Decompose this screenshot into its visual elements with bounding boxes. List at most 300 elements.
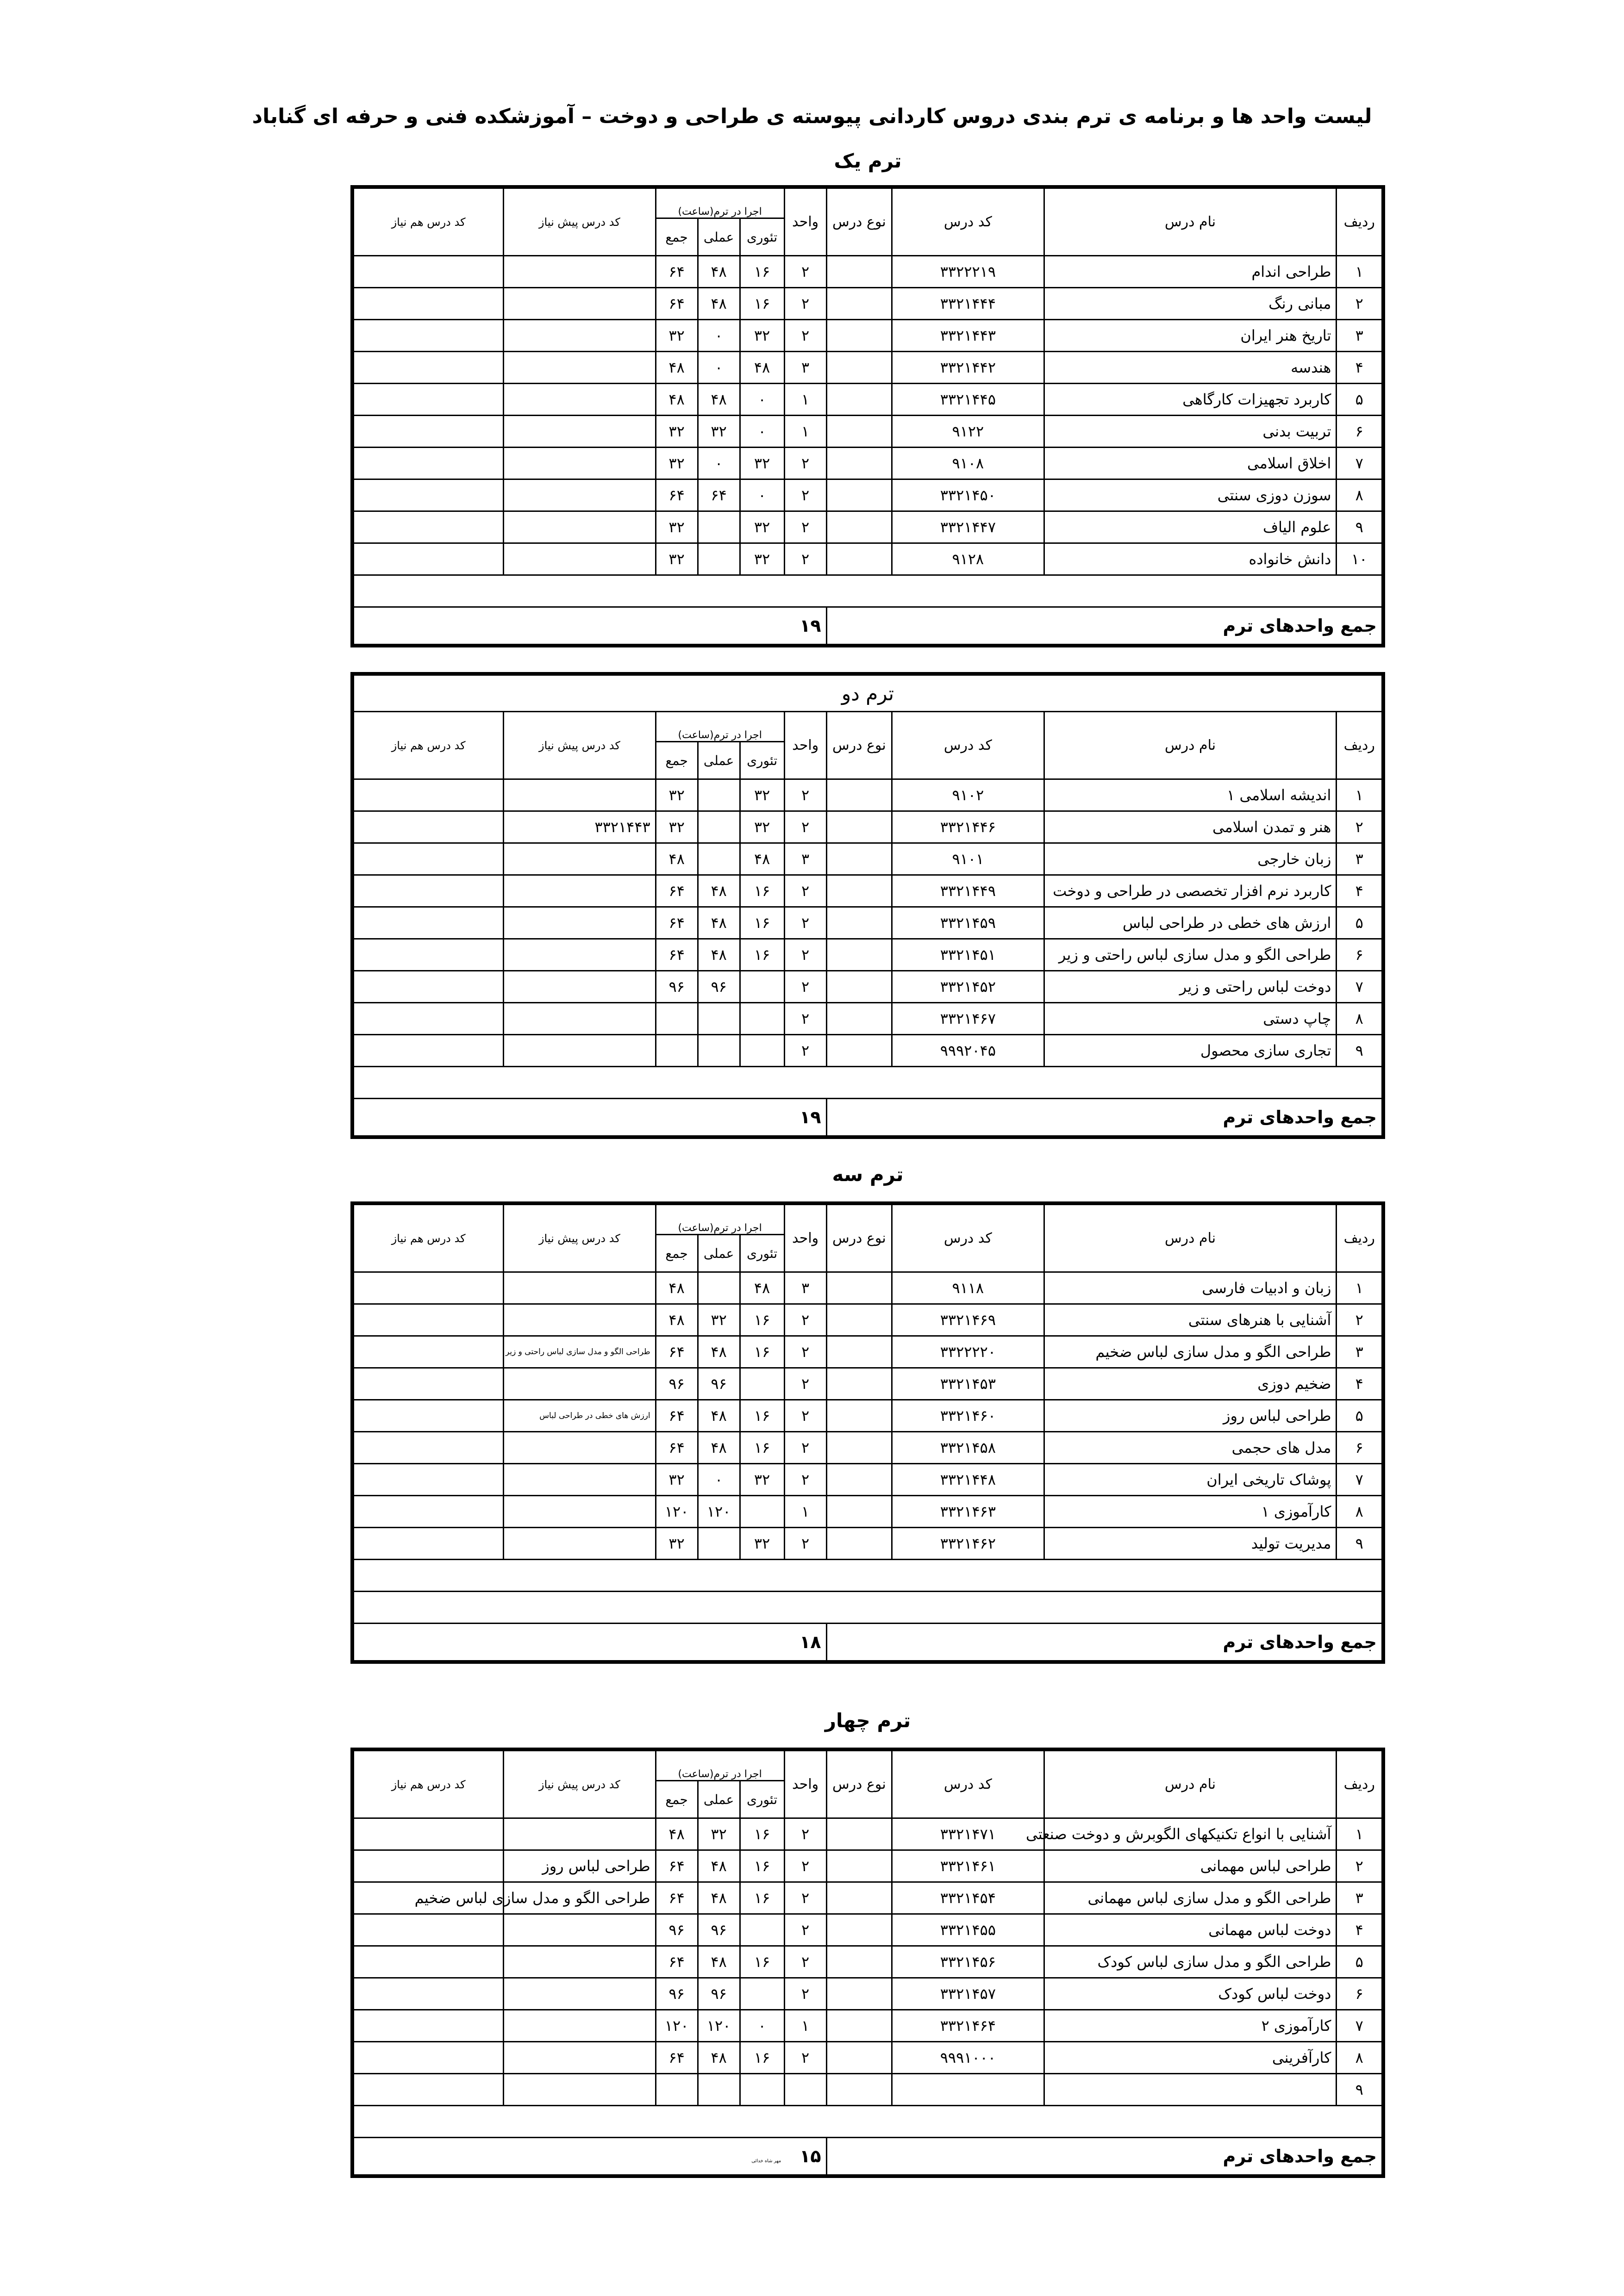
cell-total bbox=[656, 1003, 698, 1035]
cell-total: ۶۴ bbox=[656, 256, 698, 288]
cell-units: ۲ bbox=[784, 1003, 826, 1035]
cell-practical: ۴۸ bbox=[698, 288, 740, 320]
header-corequisite: کد درس هم نیاز bbox=[352, 1203, 504, 1272]
blank-row bbox=[352, 1067, 1383, 1099]
cell-course-code: ۳۳۲۱۴۴۵ bbox=[892, 384, 1044, 416]
cell-course-code: ۳۳۲۱۴۶۳ bbox=[892, 1496, 1044, 1528]
header-course-code: کد درس bbox=[892, 1203, 1044, 1272]
cell-prerequisite: ۳۳۲۱۴۴۳ bbox=[504, 811, 656, 843]
cell-units: ۳ bbox=[784, 352, 826, 384]
sum-value: ۱۹ bbox=[800, 1107, 821, 1127]
cell-course-name: آشنایی با هنرهای سنتی bbox=[1044, 1304, 1337, 1336]
cell-course-name: طراحی لباس روز bbox=[1044, 1400, 1337, 1432]
cell-row-no: ۷ bbox=[1337, 448, 1383, 479]
cell-course-type bbox=[826, 1850, 892, 1882]
header-units: واحد bbox=[784, 187, 826, 256]
cell-corequisite bbox=[352, 2074, 504, 2106]
cell-practical: ۴۸ bbox=[698, 907, 740, 939]
cell-course-name: دوخت لباس کودک bbox=[1044, 1978, 1337, 2010]
table-row bbox=[352, 479, 1383, 511]
cell-total: ۹۶ bbox=[656, 1368, 698, 1400]
cell-corequisite bbox=[352, 1336, 504, 1368]
cell-course-code: ۳۳۲۱۴۵۲ bbox=[892, 971, 1044, 1003]
header-theory: تئوری bbox=[740, 742, 784, 779]
cell-units: ۲ bbox=[784, 779, 826, 811]
header-units: واحد bbox=[784, 1203, 826, 1272]
cell-course-code: ۳۳۲۱۴۵۹ bbox=[892, 907, 1044, 939]
cell-course-code: ۹۱۰۸ bbox=[892, 448, 1044, 479]
cell-row-no: ۸ bbox=[1337, 479, 1383, 511]
cell-corequisite bbox=[352, 875, 504, 907]
cell-units: ۲ bbox=[784, 1432, 826, 1464]
cell-total: ۹۶ bbox=[656, 971, 698, 1003]
header-corequisite: کد درس هم نیاز bbox=[352, 187, 504, 256]
cell-practical: ۴۸ bbox=[698, 1850, 740, 1882]
cell-course-name: ضخیم دوزی bbox=[1044, 1368, 1337, 1400]
cell-corequisite bbox=[352, 320, 504, 352]
cell-row-no: ۴ bbox=[1337, 352, 1383, 384]
cell-row-no: ۷ bbox=[1337, 1464, 1383, 1496]
cell-row-no: ۲ bbox=[1337, 1304, 1383, 1336]
cell-row-no: ۶ bbox=[1337, 416, 1383, 448]
cell-corequisite bbox=[352, 543, 504, 575]
cell-course-name: تربیت بدنی bbox=[1044, 416, 1337, 448]
cell-units: ۱ bbox=[784, 384, 826, 416]
term-title-row bbox=[352, 674, 1383, 712]
cell-total: ۳۲ bbox=[656, 416, 698, 448]
cell-course-code: ۳۳۲۱۴۶۷ bbox=[892, 1003, 1044, 1035]
cell-prerequisite bbox=[504, 1818, 656, 1850]
header-row bbox=[352, 712, 1383, 742]
cell-course-type bbox=[826, 811, 892, 843]
cell-theory: ۴۸ bbox=[740, 1272, 784, 1304]
cell-corequisite bbox=[352, 1304, 504, 1336]
cell-prerequisite bbox=[504, 416, 656, 448]
cell-corequisite bbox=[352, 384, 504, 416]
cell-prerequisite bbox=[504, 2042, 656, 2074]
cell-corequisite bbox=[352, 1818, 504, 1850]
table-row bbox=[352, 1528, 1383, 1560]
blank-cell bbox=[352, 1592, 1383, 1624]
cell-course-code: ۳۳۲۱۴۵۰ bbox=[892, 479, 1044, 511]
cell-total: ۴۸ bbox=[656, 352, 698, 384]
cell-course-name: علوم الیاف bbox=[1044, 511, 1337, 543]
cell-course-name: طراحی الگو و مدل سازی لباس راحتی و زیر bbox=[1044, 939, 1337, 971]
cell-course-code: ۳۳۲۱۴۴۳ bbox=[892, 320, 1044, 352]
cell-units: ۲ bbox=[784, 1850, 826, 1882]
cell-course-code: ۳۳۲۲۲۱۹ bbox=[892, 256, 1044, 288]
cell-theory: ۳۲ bbox=[740, 1464, 784, 1496]
term-table bbox=[350, 1748, 1385, 2178]
cell-practical: ۴۸ bbox=[698, 1946, 740, 1978]
cell-corequisite bbox=[352, 2010, 504, 2042]
cell-corequisite bbox=[352, 1914, 504, 1946]
cell-total: ۶۴ bbox=[656, 907, 698, 939]
cell-prerequisite: طراحی الگو و مدل سازی لباس راحتی و زیر bbox=[504, 1336, 656, 1368]
cell-theory: ۱۶ bbox=[740, 1304, 784, 1336]
cell-prerequisite bbox=[504, 1035, 656, 1067]
cell-prerequisite bbox=[504, 1304, 656, 1336]
cell-practical bbox=[698, 843, 740, 875]
cell-corequisite bbox=[352, 511, 504, 543]
cell-practical: ۴۸ bbox=[698, 1882, 740, 1914]
table-row bbox=[352, 779, 1383, 811]
cell-course-type bbox=[826, 875, 892, 907]
cell-row-no: ۹ bbox=[1337, 1528, 1383, 1560]
sum-label: جمع واحدهای ترم bbox=[826, 1624, 1383, 1662]
cell-course-type bbox=[826, 384, 892, 416]
header-course-type: نوع درس bbox=[826, 187, 892, 256]
cell-prerequisite bbox=[504, 1368, 656, 1400]
cell-row-no: ۴ bbox=[1337, 1368, 1383, 1400]
sum-label: جمع واحدهای ترم bbox=[826, 1099, 1383, 1138]
cell-course-type bbox=[826, 1496, 892, 1528]
cell-row-no: ۹ bbox=[1337, 2074, 1383, 2106]
cell-prerequisite bbox=[504, 939, 656, 971]
cell-course-code: ۳۳۲۱۴۴۴ bbox=[892, 288, 1044, 320]
header-practical: عملی bbox=[698, 218, 740, 256]
cell-units: ۲ bbox=[784, 479, 826, 511]
cell-total: ۳۲ bbox=[656, 320, 698, 352]
cell-course-code: ۳۳۲۱۴۵۳ bbox=[892, 1368, 1044, 1400]
cell-units: ۱ bbox=[784, 416, 826, 448]
cell-corequisite bbox=[352, 256, 504, 288]
cell-course-name: آشنایی با انواع تکنیکهای الگوبرش و دوخت صنعتی bbox=[1044, 1818, 1337, 1850]
cell-course-type bbox=[826, 1432, 892, 1464]
cell-corequisite bbox=[352, 1528, 504, 1560]
cell-corequisite bbox=[352, 1035, 504, 1067]
header-row-no: ردیف bbox=[1337, 1203, 1383, 1272]
cell-units: ۲ bbox=[784, 1528, 826, 1560]
cell-corequisite bbox=[352, 1432, 504, 1464]
cell-prerequisite bbox=[504, 1003, 656, 1035]
header-practical: عملی bbox=[698, 1781, 740, 1818]
blank-cell bbox=[352, 1067, 1383, 1099]
sum-value-cell bbox=[352, 1099, 826, 1138]
cell-prerequisite bbox=[504, 352, 656, 384]
cell-theory: ۴۸ bbox=[740, 843, 784, 875]
header-course-name: نام درس bbox=[1044, 1749, 1337, 1818]
header-course-type: نوع درس bbox=[826, 1749, 892, 1818]
cell-practical: ۳۲ bbox=[698, 416, 740, 448]
cell-units: ۲ bbox=[784, 875, 826, 907]
table-row bbox=[352, 288, 1383, 320]
header-theory: تئوری bbox=[740, 1235, 784, 1272]
cell-practical: ۰ bbox=[698, 448, 740, 479]
cell-theory: ۱۶ bbox=[740, 1850, 784, 1882]
cell-row-no: ۱ bbox=[1337, 1818, 1383, 1850]
header-course-name: نام درس bbox=[1044, 712, 1337, 779]
cell-total: ۴۸ bbox=[656, 384, 698, 416]
cell-corequisite bbox=[352, 1003, 504, 1035]
cell-prerequisite bbox=[504, 1272, 656, 1304]
table-row bbox=[352, 1914, 1383, 1946]
cell-prerequisite: طراحی لباس روز bbox=[504, 1850, 656, 1882]
cell-total: ۳۲ bbox=[656, 543, 698, 575]
cell-practical bbox=[698, 1003, 740, 1035]
table-row bbox=[352, 2074, 1383, 2106]
cell-total: ۶۴ bbox=[656, 1882, 698, 1914]
cell-course-type bbox=[826, 416, 892, 448]
cell-corequisite bbox=[352, 971, 504, 1003]
cell-total: ۳۲ bbox=[656, 811, 698, 843]
table-row bbox=[352, 811, 1383, 843]
table-row bbox=[352, 511, 1383, 543]
cell-total: ۳۲ bbox=[656, 448, 698, 479]
header-row bbox=[352, 187, 1383, 218]
cell-course-code: ۹۱۲۸ bbox=[892, 543, 1044, 575]
cell-prerequisite bbox=[504, 288, 656, 320]
cell-corequisite bbox=[352, 907, 504, 939]
cell-row-no: ۳ bbox=[1337, 1336, 1383, 1368]
cell-course-code: ۳۳۲۱۴۴۲ bbox=[892, 352, 1044, 384]
cell-units: ۳ bbox=[784, 1272, 826, 1304]
cell-corequisite bbox=[352, 1496, 504, 1528]
cell-corequisite bbox=[352, 1946, 504, 1978]
cell-units: ۱ bbox=[784, 2010, 826, 2042]
cell-units: ۲ bbox=[784, 1035, 826, 1067]
cell-prerequisite bbox=[504, 1978, 656, 2010]
cell-units: ۱ bbox=[784, 1496, 826, 1528]
header-units: واحد bbox=[784, 1749, 826, 1818]
cell-total: ۶۴ bbox=[656, 479, 698, 511]
sum-row bbox=[352, 1624, 1383, 1662]
cell-course-type bbox=[826, 288, 892, 320]
cell-corequisite bbox=[352, 448, 504, 479]
table-row bbox=[352, 1496, 1383, 1528]
cell-row-no: ۱۰ bbox=[1337, 543, 1383, 575]
cell-units: ۲ bbox=[784, 811, 826, 843]
table-row bbox=[352, 2042, 1383, 2074]
header-prerequisite: کد درس پیش نیاز bbox=[504, 1203, 656, 1272]
cell-units: ۲ bbox=[784, 2042, 826, 2074]
table-row bbox=[352, 1272, 1383, 1304]
cell-units bbox=[784, 2074, 826, 2106]
cell-total: ۶۴ bbox=[656, 1850, 698, 1882]
cell-row-no: ۹ bbox=[1337, 1035, 1383, 1067]
cell-theory: ۰ bbox=[740, 479, 784, 511]
cell-practical bbox=[698, 779, 740, 811]
cell-course-name: تجاری سازی محصول bbox=[1044, 1035, 1337, 1067]
table-row bbox=[352, 1850, 1383, 1882]
cell-theory: ۳۲ bbox=[740, 448, 784, 479]
cell-theory: ۱۶ bbox=[740, 907, 784, 939]
cell-row-no: ۴ bbox=[1337, 875, 1383, 907]
cell-total: ۶۴ bbox=[656, 1432, 698, 1464]
table-row bbox=[352, 1464, 1383, 1496]
cell-course-name: تاریخ هنر ایران bbox=[1044, 320, 1337, 352]
cell-practical: ۴۸ bbox=[698, 1336, 740, 1368]
sum-value-cell bbox=[352, 2138, 826, 2177]
cell-units: ۲ bbox=[784, 971, 826, 1003]
header-row-no: ردیف bbox=[1337, 187, 1383, 256]
cell-theory: ۳۲ bbox=[740, 320, 784, 352]
blank-row bbox=[352, 2106, 1383, 2138]
cell-theory bbox=[740, 1003, 784, 1035]
cell-course-name: زبان خارجی bbox=[1044, 843, 1337, 875]
header-course-type: نوع درس bbox=[826, 1203, 892, 1272]
table-row bbox=[352, 352, 1383, 384]
cell-corequisite bbox=[352, 1272, 504, 1304]
cell-total: ۶۴ bbox=[656, 939, 698, 971]
cell-units: ۲ bbox=[784, 1818, 826, 1850]
cell-course-name: کاربرد نرم افزار تخصصی در طراحی و دوخت bbox=[1044, 875, 1337, 907]
table-row bbox=[352, 416, 1383, 448]
cell-total: ۱۲۰ bbox=[656, 2010, 698, 2042]
table-row bbox=[352, 384, 1383, 416]
cell-course-name: طراحی الگو و مدل سازی لباس ضخیم bbox=[1044, 1336, 1337, 1368]
cell-total: ۴۸ bbox=[656, 843, 698, 875]
cell-course-code: ۹۱۱۸ bbox=[892, 1272, 1044, 1304]
cell-practical: ۴۸ bbox=[698, 875, 740, 907]
table-row bbox=[352, 1882, 1383, 1914]
cell-course-name: سوزن دوزی سنتی bbox=[1044, 479, 1337, 511]
header-total: جمع bbox=[656, 1235, 698, 1272]
cell-practical: ۰ bbox=[698, 1464, 740, 1496]
cell-theory: ۱۶ bbox=[740, 1432, 784, 1464]
cell-course-code: ۳۳۲۱۴۵۱ bbox=[892, 939, 1044, 971]
blank-row bbox=[352, 1560, 1383, 1592]
sum-value: ۱۵ bbox=[800, 2146, 821, 2166]
cell-practical: ۴۸ bbox=[698, 2042, 740, 2074]
cell-course-type bbox=[826, 1528, 892, 1560]
sum-row bbox=[352, 607, 1383, 646]
cell-prerequisite bbox=[504, 875, 656, 907]
cell-practical: ۴۸ bbox=[698, 256, 740, 288]
cell-course-code: ۳۳۲۱۴۶۹ bbox=[892, 1304, 1044, 1336]
cell-course-code: ۳۳۲۱۴۶۴ bbox=[892, 2010, 1044, 2042]
table-row bbox=[352, 2010, 1383, 2042]
cell-practical bbox=[698, 1035, 740, 1067]
cell-theory: ۱۶ bbox=[740, 939, 784, 971]
cell-row-no: ۸ bbox=[1337, 1003, 1383, 1035]
cell-course-name: چاپ دستی bbox=[1044, 1003, 1337, 1035]
term-table bbox=[350, 1201, 1385, 1664]
cell-prerequisite bbox=[504, 1496, 656, 1528]
cell-practical bbox=[698, 543, 740, 575]
cell-corequisite bbox=[352, 939, 504, 971]
sum-label: جمع واحدهای ترم bbox=[826, 607, 1383, 646]
cell-course-type bbox=[826, 2010, 892, 2042]
cell-course-type bbox=[826, 1978, 892, 2010]
cell-course-type bbox=[826, 971, 892, 1003]
cell-course-type bbox=[826, 907, 892, 939]
header-execution: اجرا در ترم(ساعت) bbox=[656, 187, 784, 218]
cell-units: ۲ bbox=[784, 1400, 826, 1432]
cell-prerequisite bbox=[504, 256, 656, 288]
cell-theory: ۰ bbox=[740, 384, 784, 416]
cell-course-name: هندسه bbox=[1044, 352, 1337, 384]
cell-course-type bbox=[826, 1035, 892, 1067]
cell-course-type bbox=[826, 320, 892, 352]
cell-total: ۶۴ bbox=[656, 1400, 698, 1432]
cell-practical: ۴۸ bbox=[698, 939, 740, 971]
cell-course-name: مبانی رنگ bbox=[1044, 288, 1337, 320]
cell-prerequisite bbox=[504, 2074, 656, 2106]
cell-course-type bbox=[826, 1336, 892, 1368]
cell-course-code: ۳۳۲۱۴۶۱ bbox=[892, 1850, 1044, 1882]
cell-course-type bbox=[826, 843, 892, 875]
header-row-no: ردیف bbox=[1337, 1749, 1383, 1818]
cell-course-name: زبان و ادبیات فارسی bbox=[1044, 1272, 1337, 1304]
cell-total: ۳۲ bbox=[656, 1464, 698, 1496]
cell-theory bbox=[740, 1978, 784, 2010]
cell-course-name: دوخت لباس مهمانی bbox=[1044, 1914, 1337, 1946]
cell-prerequisite bbox=[504, 320, 656, 352]
cell-row-no: ۷ bbox=[1337, 2010, 1383, 2042]
term-table bbox=[350, 185, 1385, 647]
cell-course-type bbox=[826, 352, 892, 384]
cell-corequisite bbox=[352, 2042, 504, 2074]
stamp-text: مهر شاه خدائی bbox=[751, 2159, 781, 2164]
cell-row-no: ۴ bbox=[1337, 1914, 1383, 1946]
cell-theory: ۰ bbox=[740, 2010, 784, 2042]
cell-practical: ۹۶ bbox=[698, 971, 740, 1003]
header-theory: تئوری bbox=[740, 1781, 784, 1818]
cell-course-name: کارآفرینی bbox=[1044, 2042, 1337, 2074]
cell-units: ۲ bbox=[784, 320, 826, 352]
blank-row bbox=[352, 575, 1383, 607]
cell-prerequisite bbox=[504, 1946, 656, 1978]
table-row bbox=[352, 1003, 1383, 1035]
cell-units: ۲ bbox=[784, 1978, 826, 2010]
cell-corequisite bbox=[352, 843, 504, 875]
cell-practical: ۳۲ bbox=[698, 1304, 740, 1336]
cell-practical: ۹۶ bbox=[698, 1914, 740, 1946]
cell-course-name: کارآموزی ۲ bbox=[1044, 2010, 1337, 2042]
cell-course-name: کارآموزی ۱ bbox=[1044, 1496, 1337, 1528]
table-row bbox=[352, 1336, 1383, 1368]
cell-prerequisite bbox=[504, 1914, 656, 1946]
cell-practical: ۹۶ bbox=[698, 1978, 740, 2010]
cell-course-code: ۳۳۲۱۴۵۸ bbox=[892, 1432, 1044, 1464]
cell-course-code bbox=[892, 2074, 1044, 2106]
cell-theory: ۱۶ bbox=[740, 875, 784, 907]
header-course-code: کد درس bbox=[892, 187, 1044, 256]
cell-practical: ۴۸ bbox=[698, 1432, 740, 1464]
cell-course-type bbox=[826, 479, 892, 511]
cell-corequisite bbox=[352, 1368, 504, 1400]
cell-course-code: ۳۳۲۱۴۵۵ bbox=[892, 1914, 1044, 1946]
cell-course-type bbox=[826, 448, 892, 479]
header-prerequisite: کد درس پیش نیاز bbox=[504, 1749, 656, 1818]
term-title: ترم سه bbox=[832, 1163, 904, 1186]
cell-units: ۲ bbox=[784, 256, 826, 288]
cell-theory: ۱۶ bbox=[740, 1946, 784, 1978]
sum-value: ۱۸ bbox=[800, 1632, 821, 1652]
table-row bbox=[352, 907, 1383, 939]
cell-corequisite bbox=[352, 1850, 504, 1882]
term-table bbox=[350, 672, 1385, 1139]
cell-units: ۲ bbox=[784, 543, 826, 575]
table-row bbox=[352, 1978, 1383, 2010]
cell-row-no: ۲ bbox=[1337, 811, 1383, 843]
cell-theory: ۱۶ bbox=[740, 1336, 784, 1368]
header-execution: اجرا در ترم(ساعت) bbox=[656, 1749, 784, 1781]
header-execution: اجرا در ترم(ساعت) bbox=[656, 1203, 784, 1235]
cell-corequisite bbox=[352, 1464, 504, 1496]
cell-course-name: طراحی اندام bbox=[1044, 256, 1337, 288]
cell-course-type bbox=[826, 1818, 892, 1850]
table-row bbox=[352, 256, 1383, 288]
cell-row-no: ۹ bbox=[1337, 511, 1383, 543]
header-execution: اجرا در ترم(ساعت) bbox=[656, 712, 784, 742]
cell-total: ۴۸ bbox=[656, 1272, 698, 1304]
cell-theory: ۱۶ bbox=[740, 288, 784, 320]
cell-prerequisite bbox=[504, 843, 656, 875]
sum-value-cell bbox=[352, 1624, 826, 1662]
header-course-type: نوع درس bbox=[826, 712, 892, 779]
